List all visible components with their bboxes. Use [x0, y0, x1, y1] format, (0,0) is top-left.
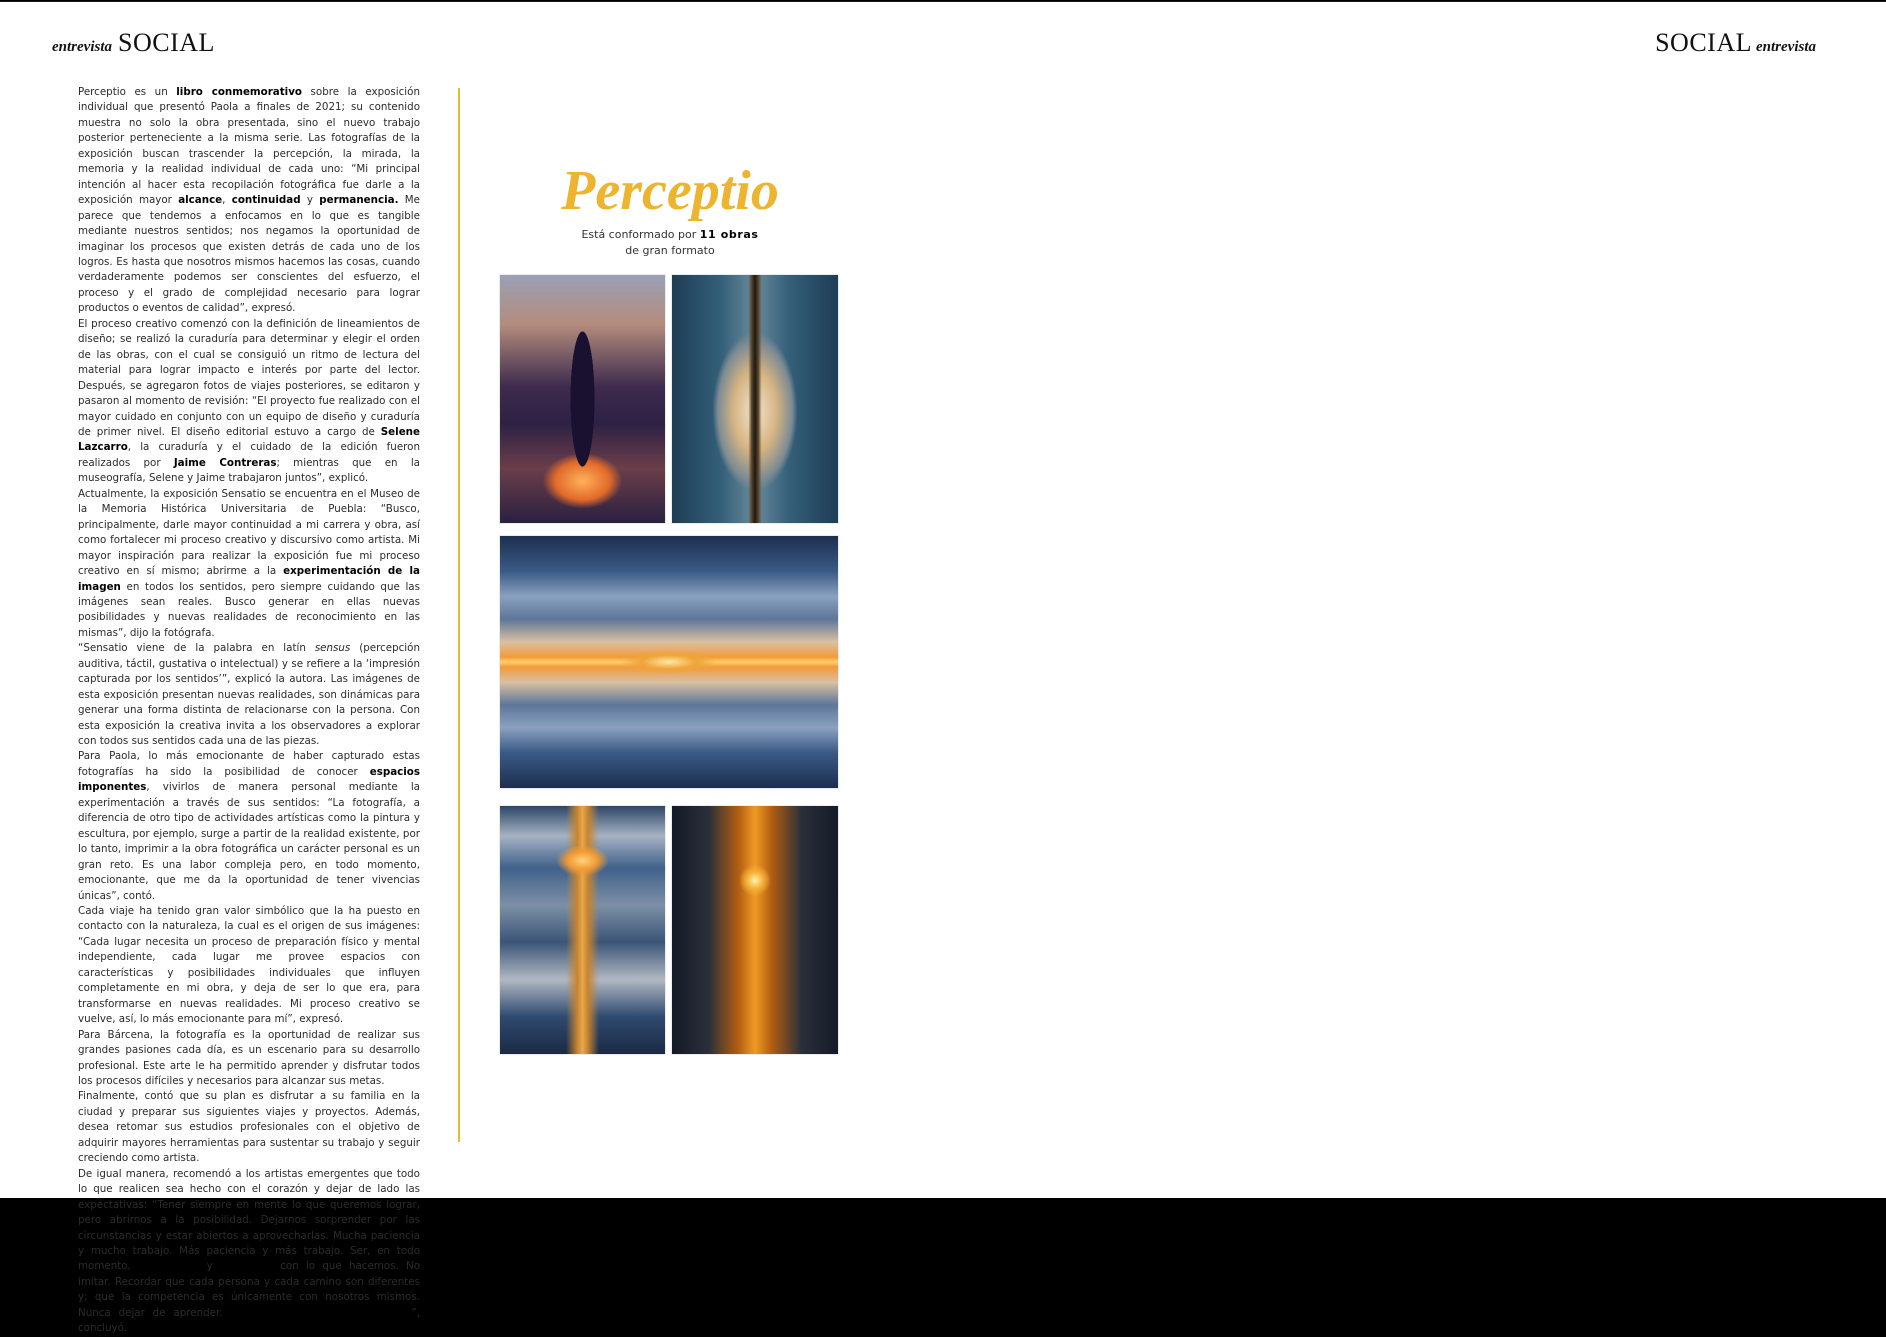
accent-divider: [458, 88, 460, 1142]
photo-sunset-reflection-landscape: [500, 536, 838, 788]
photo-mirrored-orange-cloud: [500, 275, 665, 523]
photo-mirrored-white-cloud: [672, 275, 838, 523]
paragraph-6: Cada viaje ha tenido gran valor simbólico que la ha puesto en contacto con la naturaleza, la cual es el origen de sus imágenes: “Cada lugar necesita un proceso de preparación físico y mental independiente, cada lugar me provee espacios con características y posibilidades individuales que influyen completamente en mi obra, y deja de ser lo que era, para transformarse en nuevas realidades. Mi proceso creativo se vuelve, así, lo más emocionante para mí”, expresó.: [78, 905, 420, 1026]
section-label: entrevista: [52, 39, 112, 55]
article-body: [78, 85, 420, 1337]
header-right: [1655, 28, 1816, 58]
paragraph-4: “Sensatio viene de la palabra en latín sensus (percepción auditiva, táctil, gustativa o intelectual) y se refiere a la ‘impresión capturada por los sentidos’”, explicó la autora. Las imágenes de esta exposición presentan nuevas realidades, son dinámicas para generar una forma distinta de relacionarse con la persona. Con esta exposición la creativa invita a los observadores a explorar con todos sus sentidos cada una de las piezas.: [78, 642, 420, 748]
paragraph-7: Para Bárcena, la fotografía es la oportunidad de realizar sus grandes pasiones cada día, es un escenario para su desarrollo profesional. Este arte le ha permitido aprender y disfrutar todos los procesos difíciles y necesarios para alcanzar sus metas.: [78, 1028, 420, 1087]
feature-title: Perceptio: [561, 160, 779, 222]
paragraph-2: El proceso creativo comenzó con la definición de lineamientos de diseño; se realizó la curaduría para determinar y elegir el orden de las obras, con el cual se consiguió un ritmo de lectura del material para lograr impacto e interés por parte del lector. Después, se agregaron fotos de viajes posteriores, se editaron y pasaron al momento de revisión: “El proyecto fue realizado con el mayor cuidado en conjunto con un equipo de diseño y curaduría de primer nivel. El diseño editorial estuvo a cargo de Selene Lazcarro, la curaduría y el cuidado de la edición fueron realizados por Jaime Contreras; mientras que en la museografía, Selene y Jaime trabajaron juntos”, explicó.: [78, 317, 420, 485]
section-title: SOCIAL: [118, 28, 215, 57]
paragraph-1: Perceptio es un libro conmemorativo sobre la exposición individual que presentó Paola a finales de 2021; su contenido muestra no solo la obra presentada, sino el nuevo trabajo posterior perteneciente a la misma serie. Las fotografías de la exposición buscan trascender la percepción, la mirada, la memoria y la realidad individual de cada uno: “Mi principal intención al hacer esta recopilación fotográfica fue darle a la exposición mayor alcance, continuidad y permanencia. Me parece que tendemos a enfocamos en lo que es tangible mediante nuestros sentidos; nos negamos la oportunidad de imaginar los procesos que existen detrás de cada uno de los logros. Es hasta que nosotros mismos hacemos las cosas, cuando verdaderamente podemos ser conscientes del esfuerzo, el proceso y el grado de complejidad necesario para lograr productos o eventos de calidad”, expresó.: [78, 86, 420, 315]
paragraph-8: Finalmente, contó que su plan es disfrutar a su familia en la ciudad y preparar sus siguientes viajes y proyectos. Además, desea retomar sus estudios profesionales con el objetivo de adquirir mayores herramientas para sustentar su trabajo y seguir creciendo como artista.: [78, 1090, 420, 1165]
paragraph-5: Para Paola, lo más emocionante de haber capturado estas fotografías ha sido la posibilidad de conocer espacios imponentes, vivirlos de manera personal mediante la experimentación a través de sus sentidos: “La fotografía, a diferencia de otro tipo de actividades artísticas como la pintura y escultura, por ejemplo, surge a partir de la realidad existente, por lo tanto, imprimir a la obra fotográfica un carácter personal es un gran reto. Es una labor compleja pero, en todo momento, emocionante, que me da la oportunidad de tener vivencias únicas”, contó.: [78, 750, 420, 902]
section-label: entrevista: [1756, 39, 1816, 55]
photo-mirrored-blue-sunset: [500, 806, 665, 1054]
magazine-spread: [0, 1, 1886, 1335]
header-left: [52, 28, 215, 58]
photo-mirrored-golden-sun: [672, 806, 838, 1054]
section-title: SOCIAL: [1655, 28, 1752, 57]
paragraph-3: Actualmente, la exposición Sensatio se encuentra en el Museo de la Memoria Histórica Universitaria de Puebla: “Busco, principalmente, darle mayor continuidad a mi carrera y obra, así como fortalecer mi proceso creativo y discursivo como artista. Mi mayor inspiración para realizar la exposición fue mi proceso creativo en sí mismo; abrirme a la experimentación de la imagen en todos los sentidos, pero siempre cuidando que las imágenes sean reales. Busco generar en ellas nuevas posibilidades y nuevas realidades de reconocimiento en las mismas”, dijo la fotógrafa.: [78, 487, 421, 639]
feature-subtitle: Está conformado por 11 obras de gran formato: [581, 228, 759, 257]
paragraph-9: De igual manera, recomendó a los artistas emergentes que todo lo que realicen sea hecho con el corazón y dejar de lado las expectativas: “Tener siempre en mente lo que queremos lograr, pero abrirnos a la posibilidad. Dejarnos sorprender por las circunstancias y estar abiertos a aprovecharlas. Mucha paciencia y mucho trabajo. Más paciencia y más trabajo. Ser, en todo momento, auténticos y honestos con lo que hacemos. No imitar. Recordar que cada persona y cada camino son diferentes y; que la competencia es únicamente con nosotros mismos. Nunca dejar de aprender. Descubrir una línea personal”, concluyó.: [78, 1167, 421, 1335]
